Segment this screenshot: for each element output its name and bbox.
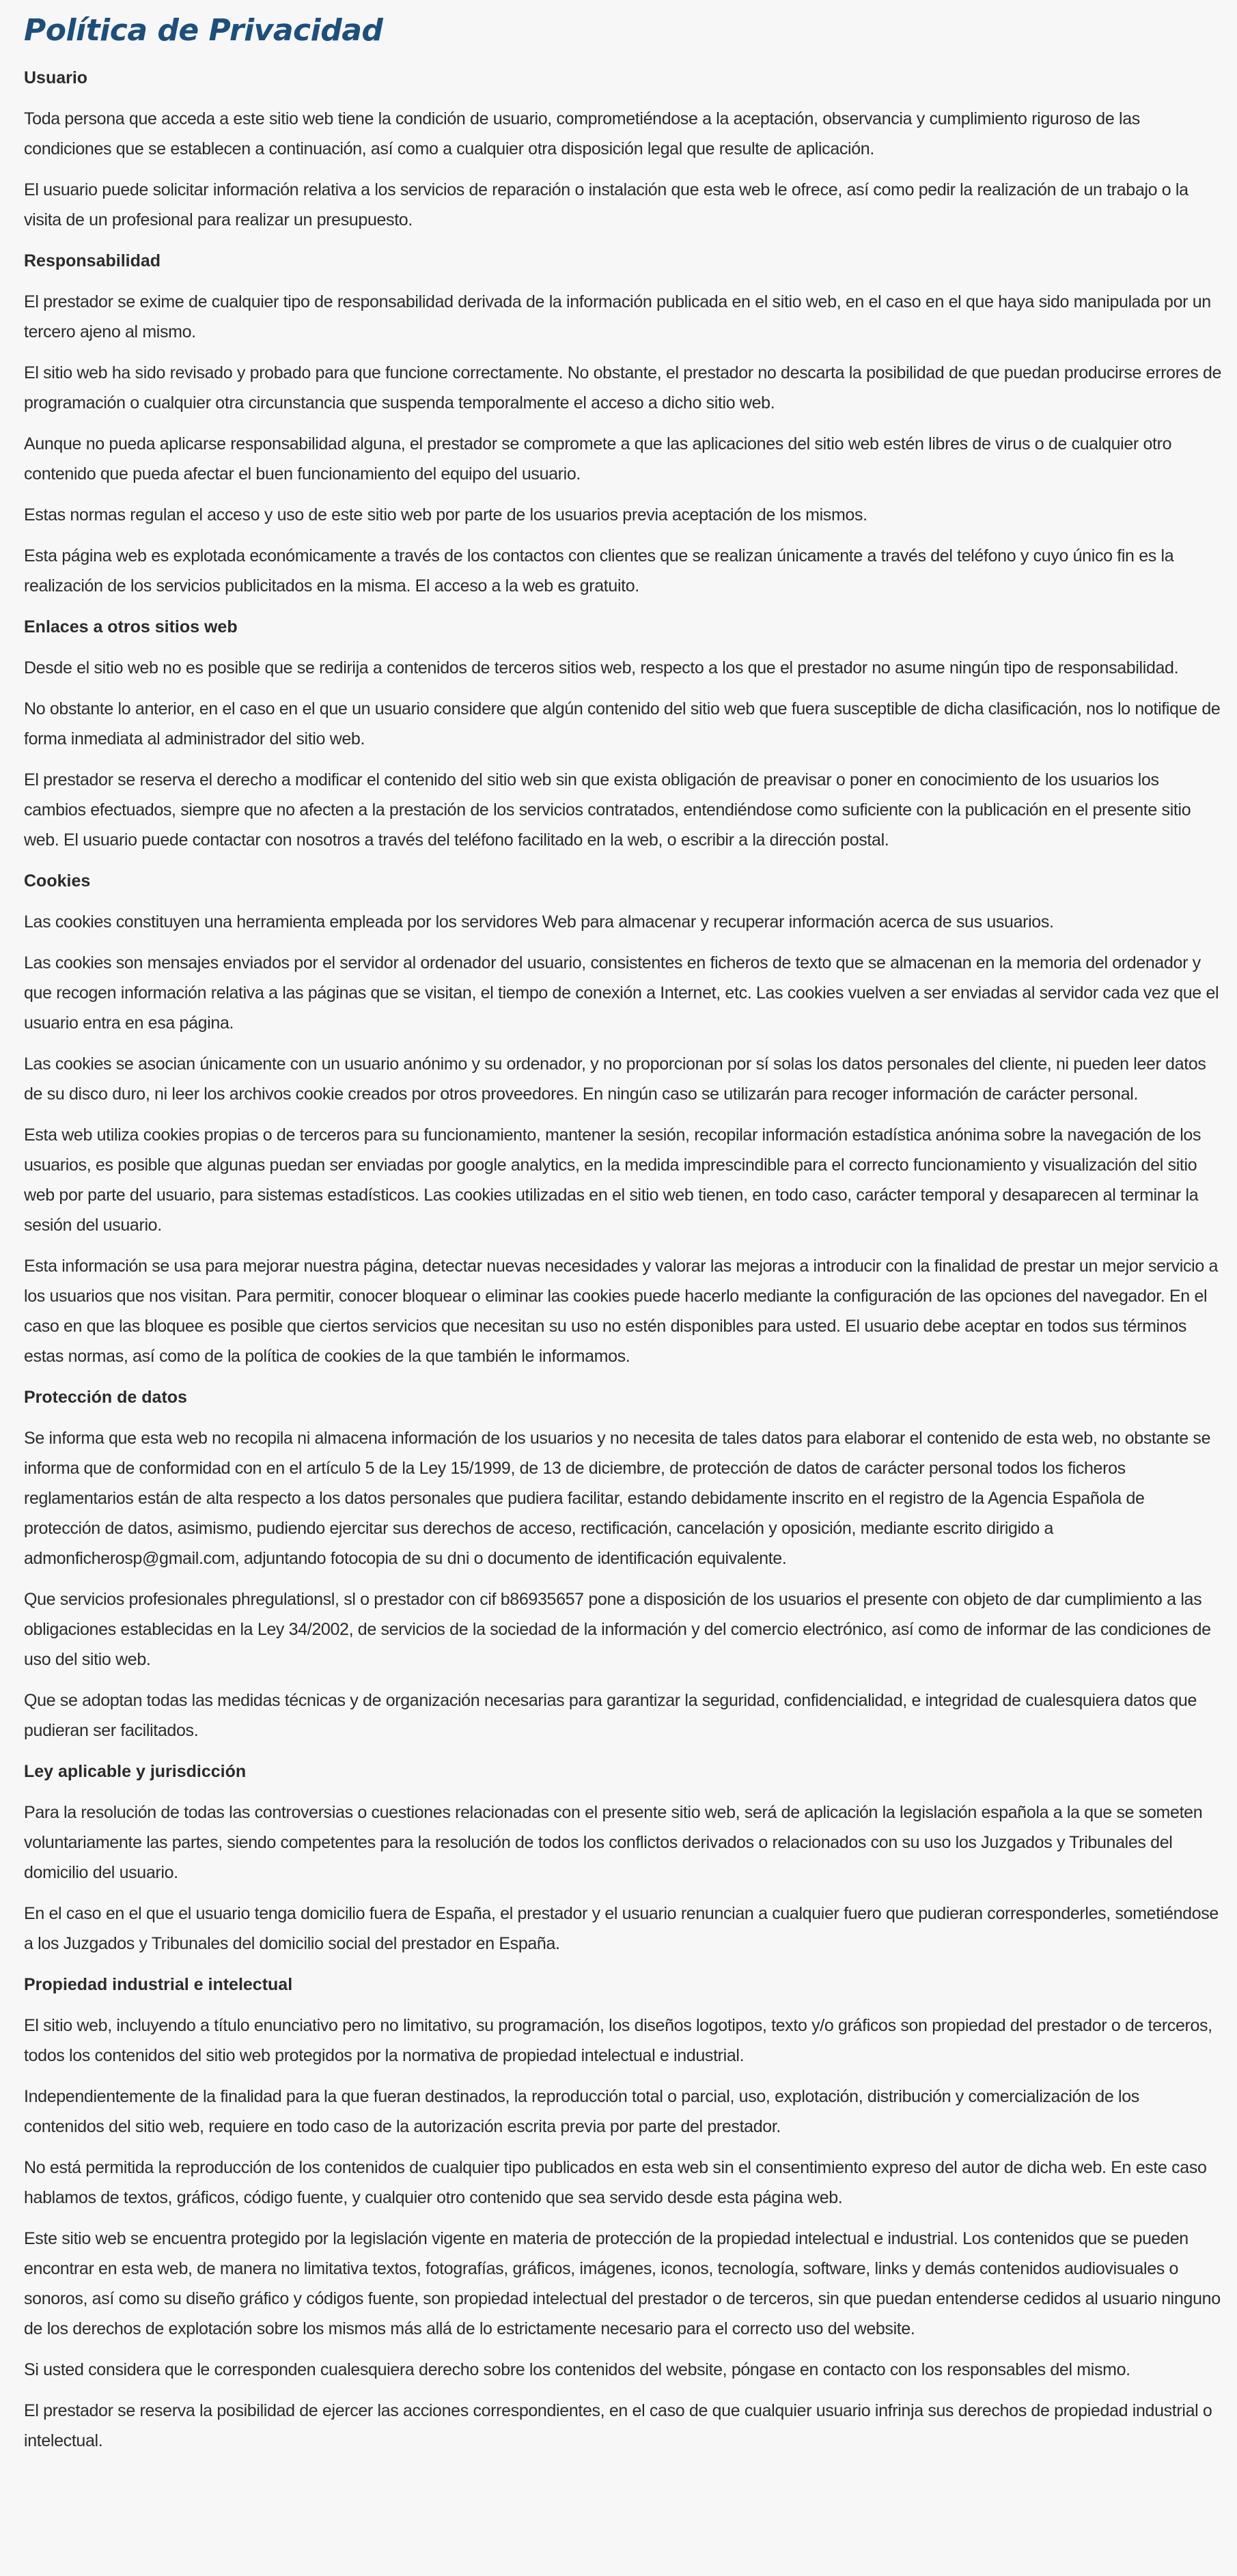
paragraph: Independientemente de la finalidad para la que fueran destinados, la reproducción total o parcial, uso, explotación, distribución y comercialización de los contenidos del sitio web, requiere en todo caso de la autorización escrita previa por parte del prestador.	[24, 2087, 1139, 2136]
policy-body	[24, 63, 1222, 2456]
section-heading: Propiedad industrial e intelectual	[24, 1975, 293, 1994]
paragraph: Las cookies se asocian únicamente con un usuario anónimo y su ordenador, y no proporcionan por sí solas los datos personales del cliente, ni pueden leer datos de su disco duro, ni leer los archivos cookie creados por otros proveedores. En ningún caso se utilizarán para recoger información de carácter personal.	[24, 1054, 1206, 1104]
paragraph: El prestador se reserva el derecho a modificar el contenido del sitio web sin que exista obligación de preavisar o poner en conocimiento de los usuarios los cambios efectuados, siempre que no afecten a la prestación de los servicios contratados, entendiéndose como suficiente con la publicación en el presente sitio web. El usuario puede contactar con nosotros a través del teléfono facilitado en la web, o escribir a la dirección postal.	[24, 770, 1191, 850]
paragraph: Las cookies son mensajes enviados por el servidor al ordenador del usuario, consistentes en ficheros de texto que se almacenan en la memoria del ordenador y que recogen información relativa a las páginas que se visitan, el tiempo de conexión a Internet, etc. Las cookies vuelven a ser enviadas al servidor cada vez que el usuario entra en esa página.	[24, 953, 1219, 1033]
paragraph: Esta página web es explotada económicamente a través de los contactos con clientes que se realizan únicamente a través del teléfono y cuyo único fin es la realización de los servicios publicitados en la misma. El acceso a la web es gratuito.	[24, 546, 1174, 596]
section-heading: Usuario	[24, 68, 88, 87]
paragraph: Estas normas regulan el acceso y uso de este sitio web por parte de los usuarios previa aceptación de los mismos.	[24, 505, 867, 524]
paragraph: Este sitio web se encuentra protegido por la legislación vigente en materia de protección de la propiedad intelectual e industrial. Los contenidos que se pueden encontrar en esta web, de manera no limitativa textos, fotografías, gráficos, imágenes, iconos, tecnología, software, links y demás contenidos audiovisuales o sonoros, así como su diseño gráfico y códigos fuente, son propiedad intelectual del prestador o de terceros, sin que puedan entenderse cedidos al usuario ninguno de los derechos de explotación sobre los mismos más allá de lo estrictamente necesario para el correcto uso del website.	[24, 2229, 1221, 2338]
paragraph: No está permitida la reproducción de los contenidos de cualquier tipo publicados en esta web sin el consentimiento expreso del autor de dicha web. En este caso hablamos de textos, gráficos, código fuente, y cualquier otro contenido que sea servido desde esta página web.	[24, 2158, 1207, 2207]
section-heading: Cookies	[24, 871, 91, 891]
paragraph: Toda persona que acceda a este sitio web tiene la condición de usuario, comprometiéndose a la aceptación, observancia y cumplimiento riguroso de las condiciones que se establecen a continuación, así como a cualquier otra disposición legal que resulte de aplicación.	[24, 109, 1140, 158]
paragraph: El sitio web, incluyendo a título enunciativo pero no limitativo, su programación, los diseños logotipos, texto y/o gráficos son propiedad del prestador o de terceros, todos los contenidos del sitio web protegidos por la normativa de propiedad intelectual e industrial.	[24, 2016, 1212, 2065]
paragraph: Que se adoptan todas las medidas técnicas y de organización necesarias para garantizar la seguridad, confidencialidad, e integridad de cualesquiera datos que pudieran ser facilitados.	[24, 1691, 1197, 1740]
section-heading: Enlaces a otros sitios web	[24, 617, 238, 636]
paragraph: El sitio web ha sido revisado y probado para que funcione correctamente. No obstante, el prestador no descarta la posibilidad de que puedan producirse errores de programación o cualquier otra circunstancia que suspenda temporalmente el acceso a dicho sitio web.	[24, 363, 1222, 412]
paragraph: El prestador se exime de cualquier tipo de responsabilidad derivada de la información publicada en el sitio web, en el caso en el que haya sido manipulada por un tercero ajeno al mismo.	[24, 292, 1211, 341]
paragraph: Se informa que esta web no recopila ni almacena información de los usuarios y no necesita de tales datos para elaborar el contenido de esta web, no obstante se informa que de conformidad con en el artículo 5 de la Ley 15/1999, de 13 de diciembre, de protección de datos de carácter personal todos los ficheros reglamentarios están de alta respecto a los datos personales que pudiera facilitar, estando debidamente inscrito en el registro de la Agencia Española de protección de datos, asimismo, pudiendo ejercitar sus derechos de acceso, rectificación, cancelación y oposición, mediante escrito dirigido a admonficherosp@gmail.com, adjuntando fotocopia de su dni o documento de identificación equivalente.	[24, 1429, 1211, 1568]
paragraph: El prestador se reserva la posibilidad de ejercer las acciones correspondientes, en el caso de que cualquier usuario infrinja sus derechos de propiedad industrial o intelectual.	[24, 2401, 1212, 2450]
paragraph: No obstante lo anterior, en el caso en el que un usuario considere que algún contenido del sitio web que fuera susceptible de dicha clasificación, nos lo notifique de forma inmediata al administrador del sitio web.	[24, 699, 1221, 748]
section-heading: Ley aplicable y jurisdicción	[24, 1762, 247, 1781]
paragraph: Las cookies constituyen una herramienta empleada por los servidores Web para almacenar y recuperar información acerca de sus usuarios.	[24, 912, 1054, 932]
page-title: Política de Privacidad	[24, 13, 383, 48]
paragraph: Que servicios profesionales phregulationsl, sl o prestador con cif b86935657 pone a disposición de los usuarios el presente con objeto de dar cumplimiento a las obligaciones establecidas en la Ley 34/2002, de servicios de la sociedad de la información y del comercio electrónico, así como de informar de las condiciones de uso del sitio web.	[24, 1590, 1211, 1669]
paragraph: Esta web utiliza cookies propias o de terceros para su funcionamiento, mantener la sesión, recopilar información estadística anónima sobre la navegación de los usuarios, es posible que algunas puedan ser enviadas por google analytics, en la medida imprescindible para el correcto funcionamiento y visualización del sitio web por parte del usuario, para sistemas estadísticos. Las cookies utilizadas en el sitio web tienen, en todo caso, carácter temporal y desaparecen al terminar la sesión del usuario.	[24, 1125, 1201, 1235]
paragraph: Esta información se usa para mejorar nuestra página, detectar nuevas necesidades y valorar las mejoras a introducir con la finalidad de prestar un mejor servicio a los usuarios que nos visitan. Para permitir, conocer bloquear o eliminar las cookies puede hacerlo mediante la configuración de las opciones del navegador. En el caso en que las bloquee es posible que ciertos servicios que necesitan su uso no estén disponibles para usted. El usuario debe aceptar en todos sus términos estas normas, así como de la política de cookies de la que también le informamos.	[24, 1257, 1219, 1366]
section-heading: Responsabilidad	[24, 251, 161, 270]
paragraph: En el caso en el que el usuario tenga domicilio fuera de España, el prestador y el usuario renuncian a cualquier fuero que pudieran corresponderles, sometiéndose a los Juzgados y Tribunales del domicilio social del prestador en España.	[24, 1904, 1219, 1953]
paragraph: Para la resolución de todas las controversias o cuestiones relacionadas con el presente sitio web, será de aplicación la legislación española a la que se someten voluntariamente las partes, siendo competentes para la resolución de todos los conflictos derivados o relacionados con su uso los Juzgados y Tribunales del domicilio del usuario.	[24, 1803, 1203, 1882]
section-heading: Protección de datos	[24, 1388, 187, 1407]
paragraph: Aunque no pueda aplicarse responsabilidad alguna, el prestador se compromete a que las aplicaciones del sitio web estén libres de virus o de cualquier otro contenido que pueda afectar el buen funcionamiento del equipo del usuario.	[24, 434, 1172, 484]
paragraph: Si usted considera que le corresponden cualesquiera derecho sobre los contenidos del website, póngase en contacto con los responsables del mismo.	[24, 2360, 1130, 2379]
paragraph: El usuario puede solicitar información relativa a los servicios de reparación o instalación que esta web le ofrece, así como pedir la realización de un trabajo o la visita de un profesional para realizar un presupuesto.	[24, 180, 1189, 229]
paragraph: Desde el sitio web no es posible que se redirija a contenidos de terceros sitios web, respecto a los que el prestador no asume ningún tipo de responsabilidad.	[24, 658, 1179, 677]
